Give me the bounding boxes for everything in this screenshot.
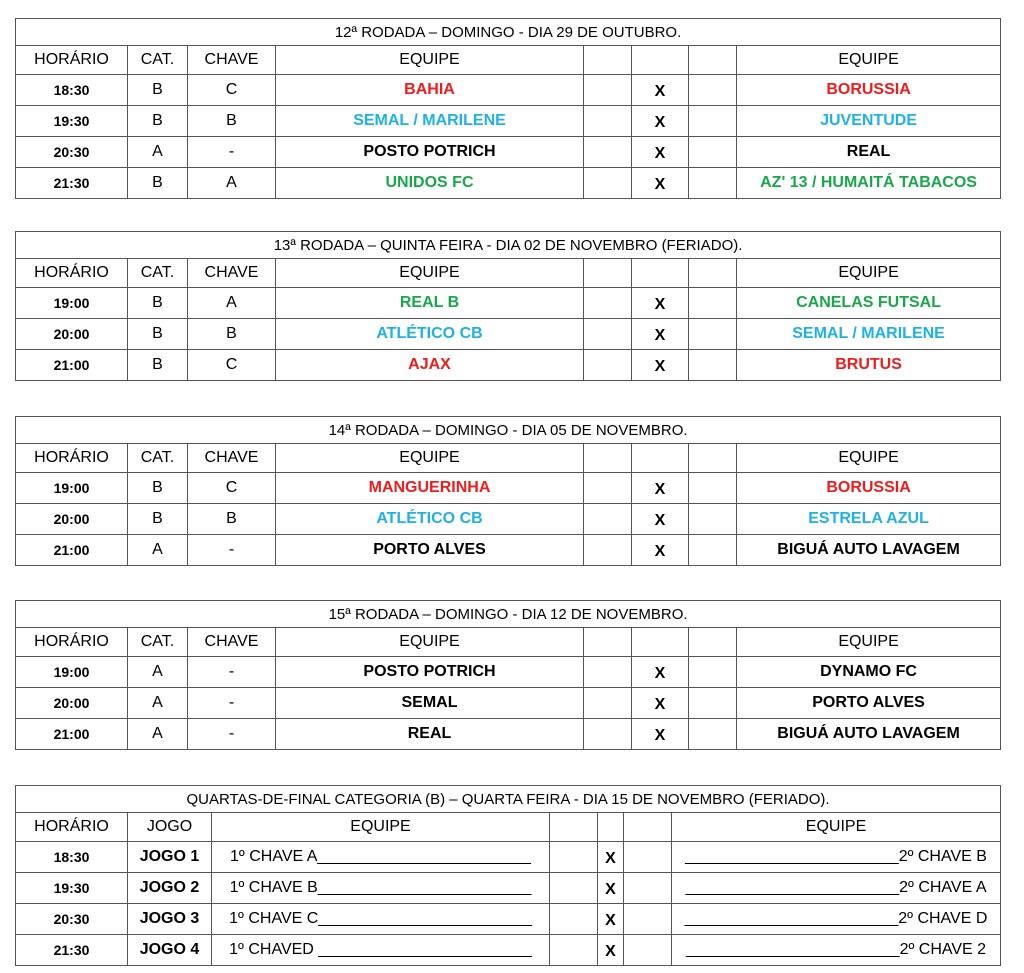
- table-row: [16, 535, 1001, 566]
- score-cell: [584, 473, 632, 504]
- game-chave: B: [188, 504, 276, 535]
- game-chave: -: [188, 137, 276, 168]
- header-spacer: [632, 444, 689, 473]
- round-15-table: [15, 600, 1001, 750]
- game-chave: A: [188, 168, 276, 199]
- game-category: B: [128, 504, 188, 535]
- score-cell: [550, 842, 598, 873]
- away-team: DYNAMO FC: [737, 657, 1001, 688]
- home-slot: 1º CHAVE B________________________: [212, 873, 550, 904]
- header-spacer: [584, 628, 632, 657]
- game-chave: C: [188, 350, 276, 381]
- header-spacer: [584, 259, 632, 288]
- table-row: [16, 504, 1001, 535]
- round-title: 14ª RODADA – DOMINGO - DIA 05 DE NOVEMBRO.: [16, 417, 1001, 444]
- away-team: SEMAL / MARILENE: [737, 319, 1001, 350]
- header-spacer: [632, 259, 689, 288]
- home-team: REAL B: [276, 288, 584, 319]
- score-cell: [689, 535, 737, 566]
- away-team: BIGUÁ AUTO LAVAGEM: [737, 719, 1001, 750]
- score-cell: [584, 75, 632, 106]
- table-row: [16, 688, 1001, 719]
- quarters-title: QUARTAS-DE-FINAL CATEGORIA (B) – QUARTA FEIRA - DIA 15 DE NOVEMBRO (FERIADO).: [16, 786, 1001, 813]
- home-team: AJAX: [276, 350, 584, 381]
- game-chave: C: [188, 473, 276, 504]
- header-horario: HORÁRIO: [16, 259, 128, 288]
- table-row: [16, 75, 1001, 106]
- score-cell: [584, 319, 632, 350]
- score-cell: [689, 688, 737, 719]
- round-12-table: [15, 18, 1001, 199]
- home-team: MANGUERINHA: [276, 473, 584, 504]
- versus-mark: X: [632, 288, 689, 319]
- header-equipe-home: EQUIPE: [276, 628, 584, 657]
- away-team: CANELAS FUTSAL: [737, 288, 1001, 319]
- versus-mark: X: [632, 75, 689, 106]
- round-title: 12ª RODADA – DOMINGO - DIA 29 DE OUTUBRO.: [16, 19, 1001, 46]
- score-cell: [584, 504, 632, 535]
- score-cell: [584, 137, 632, 168]
- game-category: B: [128, 350, 188, 381]
- game-chave: B: [188, 319, 276, 350]
- away-team: BIGUÁ AUTO LAVAGEM: [737, 535, 1001, 566]
- away-team: ESTRELA AZUL: [737, 504, 1001, 535]
- header-equipe-home: EQUIPE: [276, 444, 584, 473]
- game-number: JOGO 2: [128, 873, 212, 904]
- game-time: 21:00: [16, 350, 128, 381]
- score-cell: [689, 168, 737, 199]
- header-equipe-home: EQUIPE: [276, 46, 584, 75]
- header-horario: HORÁRIO: [16, 628, 128, 657]
- table-row: [16, 657, 1001, 688]
- versus-mark: X: [632, 473, 689, 504]
- game-time: 20:30: [16, 904, 128, 935]
- header-cat: CAT.: [128, 259, 188, 288]
- header-spacer: [689, 628, 737, 657]
- header-equipe-away: EQUIPE: [672, 813, 1001, 842]
- header-spacer: [624, 813, 672, 842]
- table-row: [16, 319, 1001, 350]
- versus-mark: X: [632, 350, 689, 381]
- home-team: ATLÉTICO CB: [276, 504, 584, 535]
- table-row: [16, 904, 1001, 935]
- game-category: B: [128, 319, 188, 350]
- table-row: [16, 350, 1001, 381]
- game-time: 18:30: [16, 75, 128, 106]
- table-row: [16, 106, 1001, 137]
- header-horario: HORÁRIO: [16, 813, 128, 842]
- score-cell: [689, 137, 737, 168]
- versus-mark: X: [632, 657, 689, 688]
- table-row: [16, 935, 1001, 966]
- game-number: JOGO 4: [128, 935, 212, 966]
- versus-mark: X: [632, 719, 689, 750]
- game-category: A: [128, 688, 188, 719]
- game-category: B: [128, 75, 188, 106]
- score-cell: [584, 688, 632, 719]
- round-title: 15ª RODADA – DOMINGO - DIA 12 DE NOVEMBRO.: [16, 601, 1001, 628]
- home-slot: 1º CHAVE C________________________: [212, 904, 550, 935]
- score-cell: [689, 473, 737, 504]
- game-chave: -: [188, 688, 276, 719]
- score-cell: [689, 504, 737, 535]
- score-cell: [584, 719, 632, 750]
- score-cell: [689, 350, 737, 381]
- table-row: [16, 168, 1001, 199]
- score-cell: [584, 168, 632, 199]
- header-equipe-away: EQUIPE: [737, 628, 1001, 657]
- table-row: [16, 719, 1001, 750]
- score-cell: [584, 288, 632, 319]
- header-chave: CHAVE: [188, 628, 276, 657]
- versus-mark: X: [632, 535, 689, 566]
- score-cell: [689, 75, 737, 106]
- header-spacer: [689, 46, 737, 75]
- score-cell: [550, 935, 598, 966]
- game-chave: -: [188, 535, 276, 566]
- away-slot: ________________________2º CHAVE A: [672, 873, 1001, 904]
- game-chave: A: [188, 288, 276, 319]
- score-cell: [689, 106, 737, 137]
- versus-mark: X: [632, 319, 689, 350]
- score-cell: [584, 106, 632, 137]
- round-14-table: [15, 416, 1001, 566]
- home-team: POSTO POTRICH: [276, 657, 584, 688]
- header-equipe-away: EQUIPE: [737, 444, 1001, 473]
- versus-mark: X: [632, 168, 689, 199]
- score-cell: [624, 935, 672, 966]
- score-cell: [689, 719, 737, 750]
- home-team: SEMAL / MARILENE: [276, 106, 584, 137]
- game-category: B: [128, 473, 188, 504]
- header-spacer: [584, 444, 632, 473]
- table-row: [16, 473, 1001, 504]
- away-team: BRUTUS: [737, 350, 1001, 381]
- away-team: JUVENTUDE: [737, 106, 1001, 137]
- score-cell: [550, 904, 598, 935]
- game-category: B: [128, 106, 188, 137]
- header-horario: HORÁRIO: [16, 46, 128, 75]
- away-team: PORTO ALVES: [737, 688, 1001, 719]
- header-spacer: [689, 259, 737, 288]
- away-slot: ________________________2º CHAVE D: [672, 904, 1001, 935]
- home-team: PORTO ALVES: [276, 535, 584, 566]
- game-chave: -: [188, 719, 276, 750]
- header-chave: CHAVE: [188, 444, 276, 473]
- header-chave: CHAVE: [188, 46, 276, 75]
- round-title: 13ª RODADA – QUINTA FEIRA - DIA 02 DE NOVEMBRO (FERIADO).: [16, 232, 1001, 259]
- header-equipe-home: EQUIPE: [276, 259, 584, 288]
- score-cell: [624, 842, 672, 873]
- home-team: POSTO POTRICH: [276, 137, 584, 168]
- score-cell: [689, 288, 737, 319]
- table-row: [16, 288, 1001, 319]
- header-equipe-away: EQUIPE: [737, 259, 1001, 288]
- home-team: ATLÉTICO CB: [276, 319, 584, 350]
- score-cell: [624, 873, 672, 904]
- away-team: BORUSSIA: [737, 75, 1001, 106]
- away-team: AZ' 13 / HUMAITÁ TABACOS: [737, 168, 1001, 199]
- game-time: 21:30: [16, 935, 128, 966]
- versus-mark: X: [598, 935, 624, 966]
- game-category: B: [128, 168, 188, 199]
- away-team: REAL: [737, 137, 1001, 168]
- table-row: [16, 842, 1001, 873]
- score-cell: [689, 319, 737, 350]
- game-time: 19:00: [16, 473, 128, 504]
- game-time: 19:00: [16, 657, 128, 688]
- game-time: 19:00: [16, 288, 128, 319]
- game-time: 18:30: [16, 842, 128, 873]
- game-number: JOGO 3: [128, 904, 212, 935]
- home-team: UNIDOS FC: [276, 168, 584, 199]
- header-spacer: [550, 813, 598, 842]
- game-time: 20:00: [16, 504, 128, 535]
- game-category: A: [128, 719, 188, 750]
- home-team: REAL: [276, 719, 584, 750]
- versus-mark: X: [598, 842, 624, 873]
- score-cell: [550, 873, 598, 904]
- score-cell: [584, 657, 632, 688]
- versus-mark: X: [598, 904, 624, 935]
- game-time: 21:00: [16, 535, 128, 566]
- header-chave: CHAVE: [188, 259, 276, 288]
- home-slot: 1º CHAVED ________________________: [212, 935, 550, 966]
- header-jogo: JOGO: [128, 813, 212, 842]
- game-chave: -: [188, 657, 276, 688]
- header-cat: CAT.: [128, 444, 188, 473]
- home-team: BAHIA: [276, 75, 584, 106]
- game-time: 20:00: [16, 319, 128, 350]
- header-horario: HORÁRIO: [16, 444, 128, 473]
- game-category: A: [128, 535, 188, 566]
- game-time: 20:00: [16, 688, 128, 719]
- home-team: SEMAL: [276, 688, 584, 719]
- header-cat: CAT.: [128, 46, 188, 75]
- game-category: A: [128, 137, 188, 168]
- versus-mark: X: [632, 688, 689, 719]
- versus-mark: X: [632, 106, 689, 137]
- game-time: 21:30: [16, 168, 128, 199]
- versus-mark: X: [598, 873, 624, 904]
- versus-mark: X: [632, 137, 689, 168]
- game-time: 21:00: [16, 719, 128, 750]
- header-cat: CAT.: [128, 628, 188, 657]
- score-cell: [584, 535, 632, 566]
- away-slot: ________________________2º CHAVE 2: [672, 935, 1001, 966]
- game-time: 19:30: [16, 106, 128, 137]
- header-spacer: [632, 628, 689, 657]
- game-time: 19:30: [16, 873, 128, 904]
- game-chave: C: [188, 75, 276, 106]
- header-spacer: [689, 444, 737, 473]
- header-spacer: [632, 46, 689, 75]
- versus-mark: X: [632, 504, 689, 535]
- header-equipe-away: EQUIPE: [737, 46, 1001, 75]
- score-cell: [624, 904, 672, 935]
- score-cell: [584, 350, 632, 381]
- quarter-finals-table: [15, 785, 1001, 966]
- header-equipe-home: EQUIPE: [212, 813, 550, 842]
- table-row: [16, 137, 1001, 168]
- table-row: [16, 873, 1001, 904]
- game-category: B: [128, 288, 188, 319]
- header-spacer: [584, 46, 632, 75]
- header-spacer: [598, 813, 624, 842]
- game-time: 20:30: [16, 137, 128, 168]
- game-chave: B: [188, 106, 276, 137]
- away-slot: ________________________2º CHAVE B: [672, 842, 1001, 873]
- score-cell: [689, 657, 737, 688]
- home-slot: 1º CHAVE A________________________: [212, 842, 550, 873]
- round-13-table: [15, 231, 1001, 381]
- game-category: A: [128, 657, 188, 688]
- away-team: BORUSSIA: [737, 473, 1001, 504]
- game-number: JOGO 1: [128, 842, 212, 873]
